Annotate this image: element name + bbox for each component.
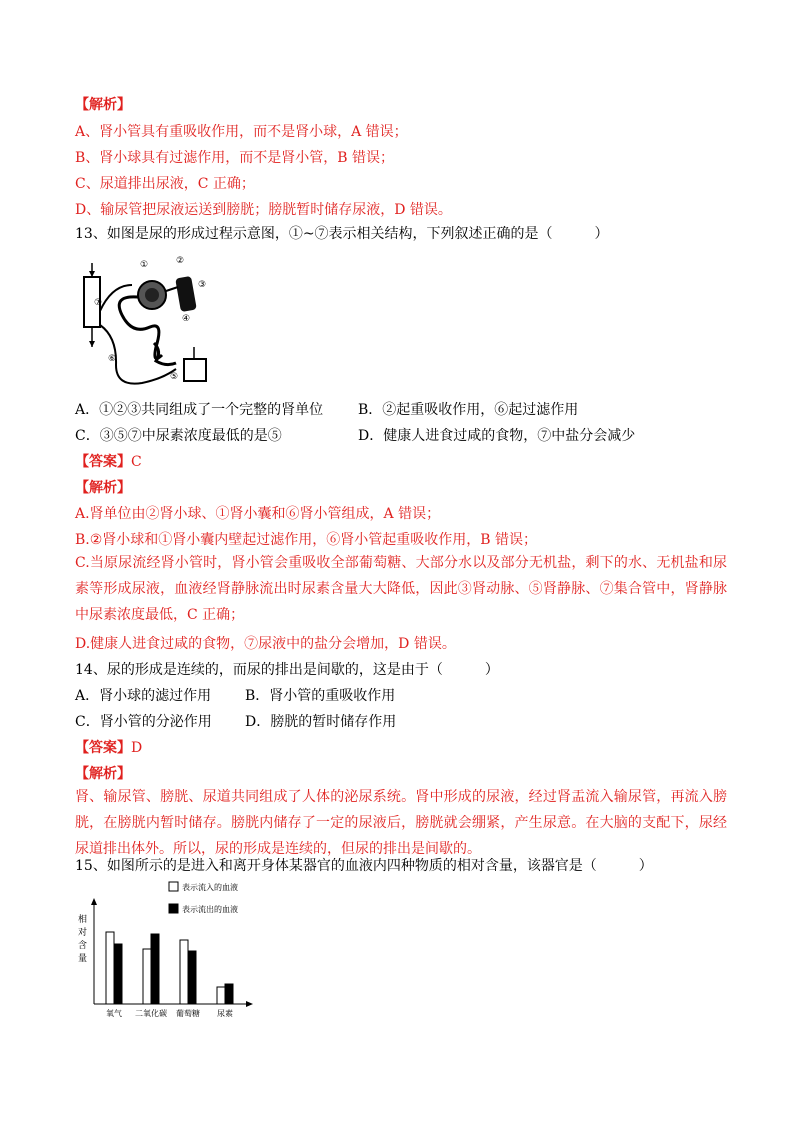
y-label-char: 对 — [78, 928, 88, 938]
q14-stem: 14、尿的形成是连续的，而尿的排出是间歇的，这是由于（ ） — [75, 662, 499, 678]
q12-analysis-line-b: B、肾小球具有过滤作用，而不是肾小管，B 错误； — [75, 150, 395, 166]
q13-analysis-c: C.当原尿流经肾小管时，肾小管会重吸收全部葡萄糖、大部分水以及部分无机盐，剩下的水、无机盐和尿素等形成尿液，血液经肾静脉流出时尿素含量大大降低，因此③肾动脉、⑤肾静脉、⑦集合管中，肾静脉中尿素浓度最低，C 正确； — [75, 555, 727, 623]
q15-bar-chart — [72, 878, 262, 1018]
q14-analysis-tag: 【解析】 — [75, 766, 131, 782]
q12-analysis-line-a: A、肾小管具有重吸收作用，而不是肾小球，A 错误； — [75, 124, 408, 140]
label-5: ⑤ — [170, 372, 179, 382]
x-tick-label-2: 葡萄糖 — [176, 1009, 200, 1018]
q12-analysis-tag: 【解析】 — [75, 97, 131, 113]
q13-answer — [75, 452, 142, 472]
y-label-char: 含 — [78, 941, 88, 951]
bar-inflow-2 — [180, 940, 188, 1004]
label-4: ④ — [182, 314, 191, 324]
x-axis-arrow-icon — [246, 1001, 253, 1007]
q13-kidney-figure — [72, 255, 232, 395]
q12-analysis-line-d: D、输尿管把尿液运送到膀胱；膀胱暂时储存尿液，D 错误。 — [75, 202, 452, 218]
legend-label-outflow: 表示流出的血液 — [182, 905, 238, 914]
bar-inflow-1 — [143, 949, 151, 1004]
q13-answer-value: C — [131, 454, 142, 470]
x-tick-label-0: 氧气 — [106, 1009, 122, 1018]
q13-stem: 13、如图是尿的形成过程示意图，①~⑦表示相关结构，下列叙述正确的是（ ） — [75, 226, 609, 242]
y-axis-arrow-icon — [91, 898, 97, 905]
label-1: ① — [140, 260, 149, 270]
q13-option-b: B．②起重吸收作用，⑥起过滤作用 — [358, 402, 579, 418]
q12-analysis-line-c: C、尿道排出尿液，C 正确； — [75, 176, 255, 192]
bar-inflow-0 — [106, 932, 114, 1004]
legend-swatch-inflow — [169, 882, 178, 891]
q14-answer — [75, 738, 142, 758]
q14-analysis: 肾、输尿管、膀胱、尿道共同组成了人体的泌尿系统。肾中形成的尿液，经过肾盂流入输尿管，再流入膀胱，在膀胱内暂时储存。膀胱内储存了一定的尿液后，膀胱就会绷紧，产生尿意。在大脑的支配下，尿经尿道排出体外。所以，尿的形成是连续的，但尿的排出是间歇的。 — [75, 789, 727, 857]
label-7: ⑦ — [94, 298, 103, 308]
bar-outflow-1 — [151, 934, 159, 1004]
q13-analysis-a: A.肾单位由②肾小球、①肾小囊和⑥肾小管组成，A 错误； — [75, 506, 441, 522]
q14-option-b: B．肾小管的重吸收作用 — [245, 688, 396, 704]
q13-analysis-d: D.健康人进食过咸的食物，⑦尿液中的盐分会增加，D 错误。 — [75, 636, 456, 652]
q14-option-a: A．肾小球的滤过作用 — [75, 688, 212, 704]
label-2: ② — [176, 256, 185, 266]
bar-outflow-3 — [225, 984, 233, 1004]
q14-option-c: C．肾小管的分泌作用 — [75, 714, 212, 730]
q13-option-c: C．③⑤⑦中尿素浓度最低的是⑤ — [75, 428, 282, 444]
q13-answer-tag: 【答案】 — [75, 454, 131, 470]
y-label-char: 量 — [78, 954, 88, 964]
legend-swatch-outflow — [169, 904, 178, 913]
x-tick-label-3: 尿素 — [217, 1009, 233, 1018]
label-6: ⑥ — [108, 354, 117, 364]
q13-option-a: A．①②③共同组成了一个完整的肾单位 — [75, 402, 324, 418]
label-3: ③ — [198, 280, 207, 290]
q13-analysis-tag: 【解析】 — [75, 480, 131, 496]
q13-analysis-b: B.②肾小球和①肾小囊内壁起过滤作用，⑥肾小管起重吸收作用，B 错误； — [75, 532, 538, 548]
x-tick-label-1: 二氧化碳 — [135, 1009, 167, 1018]
y-label-char: 相 — [78, 915, 88, 925]
y-axis-label — [78, 913, 87, 964]
q14-answer-value: D — [131, 740, 143, 756]
q15-stem: 15、如图所示的是进入和离开身体某器官的血液内四种物质的相对含量，该器官是（ ） — [75, 858, 653, 874]
q13-option-d: D．健康人进食过咸的食物，⑦中盐分会减少 — [358, 428, 636, 444]
bar-outflow-0 — [114, 944, 122, 1004]
bar-inflow-3 — [217, 987, 225, 1004]
q14-answer-tag: 【答案】 — [75, 740, 131, 756]
legend-label-inflow: 表示流入的血液 — [182, 883, 238, 892]
q14-option-d: D．膀胱的暂时储存作用 — [245, 714, 397, 730]
bar-outflow-2 — [188, 951, 196, 1004]
